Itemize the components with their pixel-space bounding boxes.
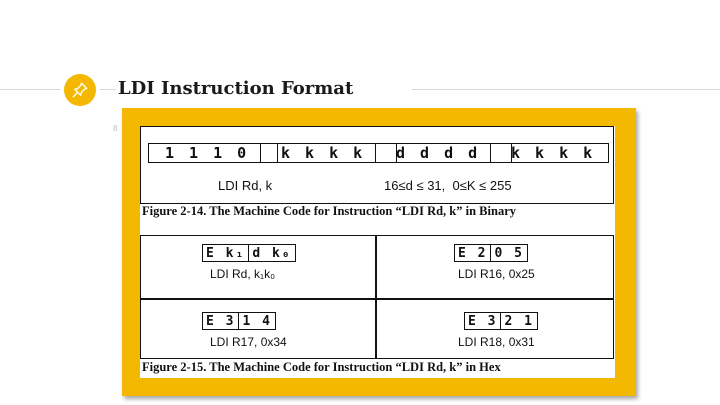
hex-panel-divider-v — [375, 235, 377, 359]
hex-box-generic: E k₁ d k₀ — [202, 244, 296, 262]
title-rule-mid — [100, 89, 116, 90]
hex-box-r18: E 3 2 1 — [464, 312, 538, 330]
slide-title: LDI Instruction Format — [118, 78, 354, 99]
figure-canvas — [140, 126, 615, 378]
title-rule-right — [412, 89, 720, 90]
d-field: d d d d — [375, 143, 512, 163]
stray-mark: 8 — [113, 124, 118, 133]
ldi-syntax: LDI Rd, k — [218, 178, 273, 193]
hex-box-r16: E 2 0 5 — [454, 244, 528, 262]
binary-format-panel — [140, 126, 614, 204]
opcode-field: 1 1 1 0 — [148, 143, 278, 163]
k-high-field: k k k k — [260, 143, 397, 163]
hex-label-generic: LDI Rd, k₁k₀ — [210, 267, 276, 281]
hex-label-r18: LDI R18, 0x31 — [458, 335, 535, 349]
figure-caption-hex: Figure 2-15. The Machine Code for Instruction “LDI Rd, k” in Hex — [142, 360, 501, 374]
figure-caption-binary: Figure 2-14. The Machine Code for Instruction “LDI Rd, k” in Binary — [142, 204, 516, 218]
pushpin-icon — [71, 81, 89, 99]
hex-label-r17: LDI R17, 0x34 — [210, 335, 287, 349]
k-low-field: k k k k — [490, 143, 609, 163]
pushpin-badge — [64, 74, 96, 106]
title-rule-left — [0, 89, 60, 90]
hex-panel-divider-h — [140, 298, 614, 300]
hex-label-r16: LDI R16, 0x25 — [458, 267, 535, 281]
hex-box-r17: E 3 1 4 — [202, 312, 276, 330]
operand-range: 16≤d ≤ 31, 0≤K ≤ 255 — [384, 178, 512, 193]
